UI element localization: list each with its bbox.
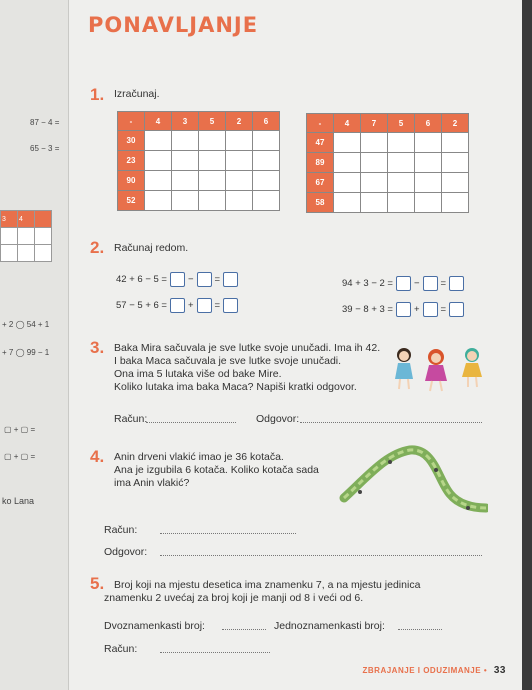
exercise-5-calc-line[interactable] <box>160 652 270 653</box>
toy-train-illustration <box>338 436 488 520</box>
answer-cell[interactable] <box>172 191 199 211</box>
answer-box[interactable] <box>423 276 438 291</box>
page-footer <box>363 665 506 676</box>
answer-cell[interactable] <box>145 191 172 211</box>
answer-cell[interactable] <box>145 151 172 171</box>
exercise-4-calc-line[interactable] <box>160 533 296 534</box>
equation-2: 57 − 5 + 6 = + = <box>116 298 238 313</box>
subtraction-table-1 <box>117 111 280 211</box>
answer-cell[interactable] <box>334 153 361 173</box>
answer-box[interactable] <box>396 276 411 291</box>
subtraction-table-2 <box>306 113 469 213</box>
doll-icon <box>425 349 447 391</box>
two-digit-label: Dvoznamenkasti broj: <box>104 620 205 632</box>
prev-grid-col: 4 <box>18 211 35 228</box>
table-col-header: 7 <box>361 114 388 133</box>
exercise-4-answer-line[interactable] <box>160 555 482 556</box>
equation-4: 39 − 8 + 3 = + = <box>342 302 464 317</box>
exercise-2-instruction: Računaj redom. <box>114 242 189 254</box>
answer-box[interactable] <box>223 298 238 313</box>
table-op: - <box>118 112 145 131</box>
exercise-1-instruction: Izračunaj. <box>114 88 160 100</box>
answer-box[interactable] <box>423 302 438 317</box>
footer-label: ZBRAJANJE I ODUZIMANJE <box>362 666 482 675</box>
answer-box[interactable] <box>223 272 238 287</box>
one-digit-label: Jednoznamenkasti broj: <box>274 620 385 632</box>
table-col-header: 2 <box>442 114 469 133</box>
equation-3: 94 + 3 − 2 = − = <box>342 276 464 291</box>
answer-box[interactable] <box>449 276 464 291</box>
table-col-header: 4 <box>145 112 172 131</box>
answer-box[interactable] <box>197 298 212 313</box>
prev-text-3: + 2 ◯ 54 + 1 <box>2 320 50 329</box>
answer-cell[interactable] <box>172 131 199 151</box>
table-col-header: 3 <box>172 112 199 131</box>
answer-cell[interactable] <box>361 133 388 153</box>
train-track-icon <box>344 450 486 508</box>
exercise-3-line-3: Ona ima 5 lutaka više od bake Mire. <box>114 368 282 380</box>
table-col-header: 6 <box>415 114 442 133</box>
page-number: 33 <box>493 665 506 676</box>
answer-cell[interactable] <box>361 153 388 173</box>
answer-cell[interactable] <box>442 153 469 173</box>
prev-grid <box>0 210 52 262</box>
doll-icon <box>395 348 413 389</box>
answer-cell[interactable] <box>226 151 253 171</box>
answer-cell[interactable] <box>172 171 199 191</box>
exercise-5-number: 5. <box>90 574 105 593</box>
answer-cell[interactable] <box>172 151 199 171</box>
table-row-header: 30 <box>118 131 145 151</box>
exercise-3-line-1: Baka Mira sačuvala je sve lutke svoje unučadi. Ima ih 42. <box>114 342 381 354</box>
answer-cell[interactable] <box>334 133 361 153</box>
table-row-header: 67 <box>307 173 334 193</box>
table-col-header: 6 <box>253 112 280 131</box>
table-row-header: 52 <box>118 191 145 211</box>
answer-cell[interactable] <box>388 173 415 193</box>
answer-cell[interactable] <box>253 151 280 171</box>
answer-box[interactable] <box>197 272 212 287</box>
answer-cell[interactable] <box>199 131 226 151</box>
exercise-4-answer-label: Odgovor: <box>104 546 148 558</box>
answer-cell[interactable] <box>415 153 442 173</box>
table-row-header: 23 <box>118 151 145 171</box>
equation-text: 57 − 5 + 6 = <box>116 300 167 311</box>
exercise-4-line-3: ima Anin vlakić? <box>114 477 190 489</box>
table-row-header: 89 <box>307 153 334 173</box>
answer-box[interactable] <box>396 302 411 317</box>
exercise-3-calc-label: Račun: <box>114 413 148 425</box>
table-col-header: 5 <box>199 112 226 131</box>
two-digit-line[interactable] <box>222 629 266 630</box>
exercise-5-calc-label: Račun: <box>104 643 138 655</box>
prev-name: ko Lana <box>2 496 35 506</box>
answer-box[interactable] <box>449 302 464 317</box>
answer-cell[interactable] <box>361 193 388 213</box>
answer-cell[interactable] <box>145 171 172 191</box>
exercise-5-line-2: znamenku 2 uvećaj za broj koji je manji od 8 i veći od 6. <box>104 592 364 604</box>
prev-text-2: 65 − 3 = <box>30 144 60 153</box>
prev-text-4: + 7 ◯ 99 − 1 <box>2 348 50 357</box>
equation-1: 42 + 6 − 5 = − = <box>116 272 238 287</box>
answer-cell[interactable] <box>415 193 442 213</box>
table-col-header: 2 <box>226 112 253 131</box>
exercise-2-number: 2. <box>90 238 105 257</box>
table-col-header: 4 <box>334 114 361 133</box>
previous-page-edge <box>0 0 69 690</box>
exercise-3-calc-line[interactable] <box>146 422 236 423</box>
exercise-3-line-2: I baka Maca sačuvala je sve lutke svoje unučadi. <box>114 355 342 367</box>
answer-cell[interactable] <box>226 171 253 191</box>
answer-cell[interactable] <box>253 191 280 211</box>
one-digit-line[interactable] <box>398 629 442 630</box>
exercise-3-number: 3. <box>90 338 105 357</box>
prev-boxes-1: ▢ + ▢ = <box>4 425 36 434</box>
exercise-4-number: 4. <box>90 447 105 466</box>
table-op: - <box>307 114 334 133</box>
table-row-header: 90 <box>118 171 145 191</box>
answer-cell[interactable] <box>442 133 469 153</box>
dolls-illustration <box>388 343 492 395</box>
answer-cell[interactable] <box>361 173 388 193</box>
answer-box[interactable] <box>170 272 185 287</box>
answer-cell[interactable] <box>334 173 361 193</box>
exercise-3-line-4: Koliko lutaka ima baka Maca? Napiši kratki odgovor. <box>114 381 357 393</box>
doll-icon <box>462 348 482 387</box>
table-col-header: 5 <box>388 114 415 133</box>
exercise-4-line-1: Anin drveni vlakić imao je 36 kotača. <box>114 451 284 463</box>
equation-text: 42 + 6 − 5 = <box>116 274 167 285</box>
table-row-header: 58 <box>307 193 334 213</box>
answer-cell[interactable] <box>145 131 172 151</box>
answer-cell[interactable] <box>415 133 442 153</box>
answer-cell[interactable] <box>415 173 442 193</box>
exercise-4-line-2: Ana je izgubila 6 kotača. Koliko kotača sada <box>114 464 319 476</box>
answer-box[interactable] <box>170 298 185 313</box>
exercise-4-calc-label: Račun: <box>104 524 138 536</box>
answer-cell[interactable] <box>442 173 469 193</box>
prev-grid-col: 3 <box>1 211 18 228</box>
answer-cell[interactable] <box>253 171 280 191</box>
footer-separator: • <box>483 666 488 675</box>
answer-cell[interactable] <box>334 193 361 213</box>
prev-text-1: 87 − 4 = <box>30 118 60 127</box>
answer-cell[interactable] <box>226 131 253 151</box>
equation-text: 94 + 3 − 2 = <box>342 278 393 289</box>
answer-cell[interactable] <box>226 191 253 211</box>
answer-cell[interactable] <box>442 193 469 213</box>
exercise-3-answer-line[interactable] <box>300 422 482 423</box>
answer-cell[interactable] <box>253 131 280 151</box>
page-title: PONAVLJANJE <box>88 13 259 37</box>
prev-boxes-2: ▢ + ▢ = <box>4 452 36 461</box>
exercise-1-number: 1. <box>90 85 105 104</box>
answer-cell[interactable] <box>199 171 226 191</box>
exercise-3-answer-label: Odgovor: <box>256 413 300 425</box>
answer-cell[interactable] <box>199 191 226 211</box>
equation-text: 39 − 8 + 3 = <box>342 304 393 315</box>
answer-cell[interactable] <box>388 153 415 173</box>
exercise-5-line-1: Broj koji na mjestu desetica ima znamenku 7, a na mjestu jedinica <box>114 579 421 591</box>
answer-cell[interactable] <box>199 151 226 171</box>
answer-cell[interactable] <box>388 133 415 153</box>
answer-cell[interactable] <box>388 193 415 213</box>
table-row-header: 47 <box>307 133 334 153</box>
